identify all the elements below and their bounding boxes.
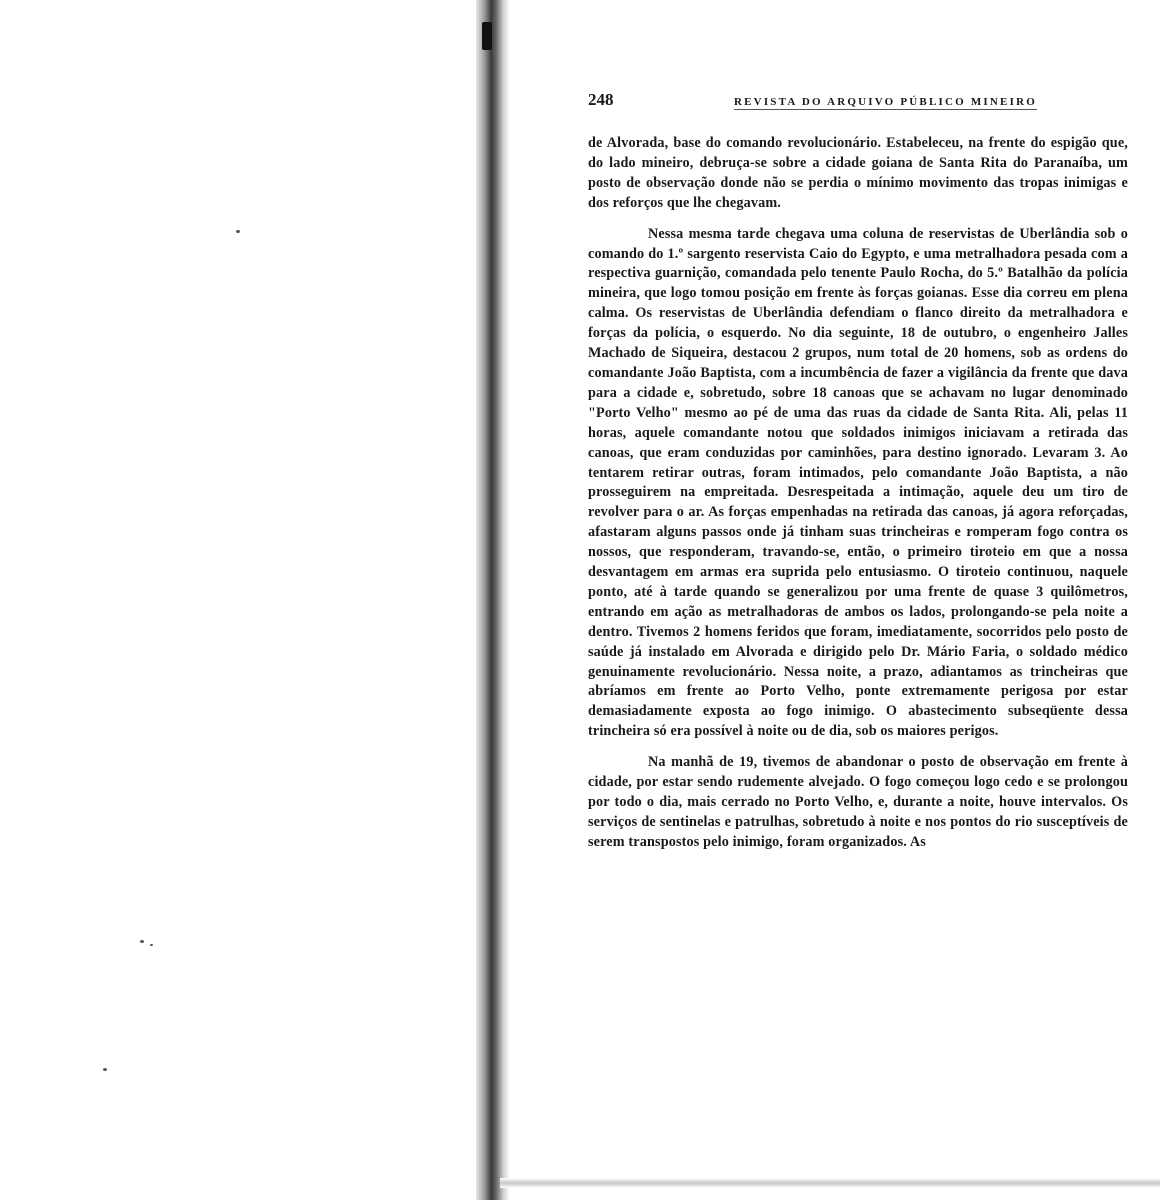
paper-speck: [236, 230, 240, 233]
paper-speck: [140, 940, 144, 943]
page-number: 248: [588, 90, 614, 109]
book-binding-gutter: [476, 0, 510, 1200]
right-page: [588, 90, 1128, 864]
paragraph-3: Na manhã de 19, tivemos de abandonar o posto de observação em frente à cidade, por estar sendo rudemente alvejado. O fogo começou logo cedo e se prolongou por todo o dia, mais cerrado no Porto Velho, e, durante a noite, houve intervalos. Os serviços de sentinelas e patrulhas, sobretudo à noite e nos pontos do rio susceptíveis de serem transpostos pelo inimigo, foram organizados. As: [588, 754, 1128, 850]
paragraph-2: Nessa mesma tarde chegava uma coluna de reservistas de Uberlândia sob o comando do 1.º sargento reservista Caio do Egypto, e uma metralhadora pesada com a respectiva guarnição, comandada pelo tenente Paulo Rocha, do 5.º Batalhão da polícia mineira, que logo tomou posição em frente às forças goianas. Esse dia correu em plena calma. Os reservistas de Uberlândia defendiam o flanco direito da metralhadora e forças da polícia, o esquerdo. No dia seguinte, 18 de outubro, o engenheiro Jalles Machado de Siqueira, destacou 2 grupos, num total de 20 homens, sob as ordens do comandante João Baptista, com a incumbência de fazer a vigilância da frente que dava para a cidade e, sobretudo, sobre 18 canoas que se achavam no lugar denominado "Porto Velho" mesmo ao pé de uma das ruas da cidade de Santa Rita. Ali, pelas 11 horas, aquele comandante notou que soldados inimigos iniciavam a retirada das canoas, que eram conduzidas por caminhões, para destino ignorado. Levaram 3. Ao tentarem retirar outras, foram intimados, pelo comandante João Baptista, a não prosseguirem na empreitada. Desrespeitada a intimação, aquele deu um tiro de revolver para o ar. As forças empenhadas na retirada das canoas, já agora reforçadas, afastaram alguns passos onde já tinham suas trincheiras e romperam fogo contra os nossos, que responderam, travando-se, então, o primeiro tiroteio em que a nossa desvantagem em armas era suprida pelo entusiasmo. O tiroteio continuou, naquele ponto, até à tarde quando se generalizou por uma frente de quase 3 quilômetros, entrando em ação as metralhadoras de ambos os lados, prolongando-se pela noite a dentro. Tivemos 2 homens feridos que foram, imediatamente, socorridos pelo posto de saúde já instalado em Alvorada e dirigido pelo Dr. Mário Faria, o soldado médico genuinamente revolucionário. Nessa noite, a prazo, adiantamos as trincheiras que abríamos em frente ao Porto Velho, ponte extremamente perigosa por estar demasiadamente exposta ao fogo inimigo. O abastecimento subseqüente dessa trincheira só era possível à noite ou de dia, sob os maiores perigos.: [588, 225, 1128, 740]
paper-speck: [103, 1068, 107, 1071]
binding-mark: [482, 22, 492, 50]
running-head: REVISTA DO ARQUIVO PÚBLICO MINEIRO: [734, 96, 1037, 108]
page-header: [588, 90, 1128, 120]
blank-left-page: [0, 0, 478, 1200]
paragraph-1: de Alvorada, base do comando revolucionário. Estabeleceu, na frente do espigão que, do lado mineiro, debruça-se sobre a cidade goiana de Santa Rita do Paranaíba, um posto de observação donde não se perdia o mínimo movimento das tropas inimigas e dos reforços que lhe chegavam.: [588, 135, 1128, 211]
page-bottom-shadow: [500, 1178, 1160, 1188]
paper-speck: [150, 944, 153, 946]
body-text: [588, 134, 1128, 853]
